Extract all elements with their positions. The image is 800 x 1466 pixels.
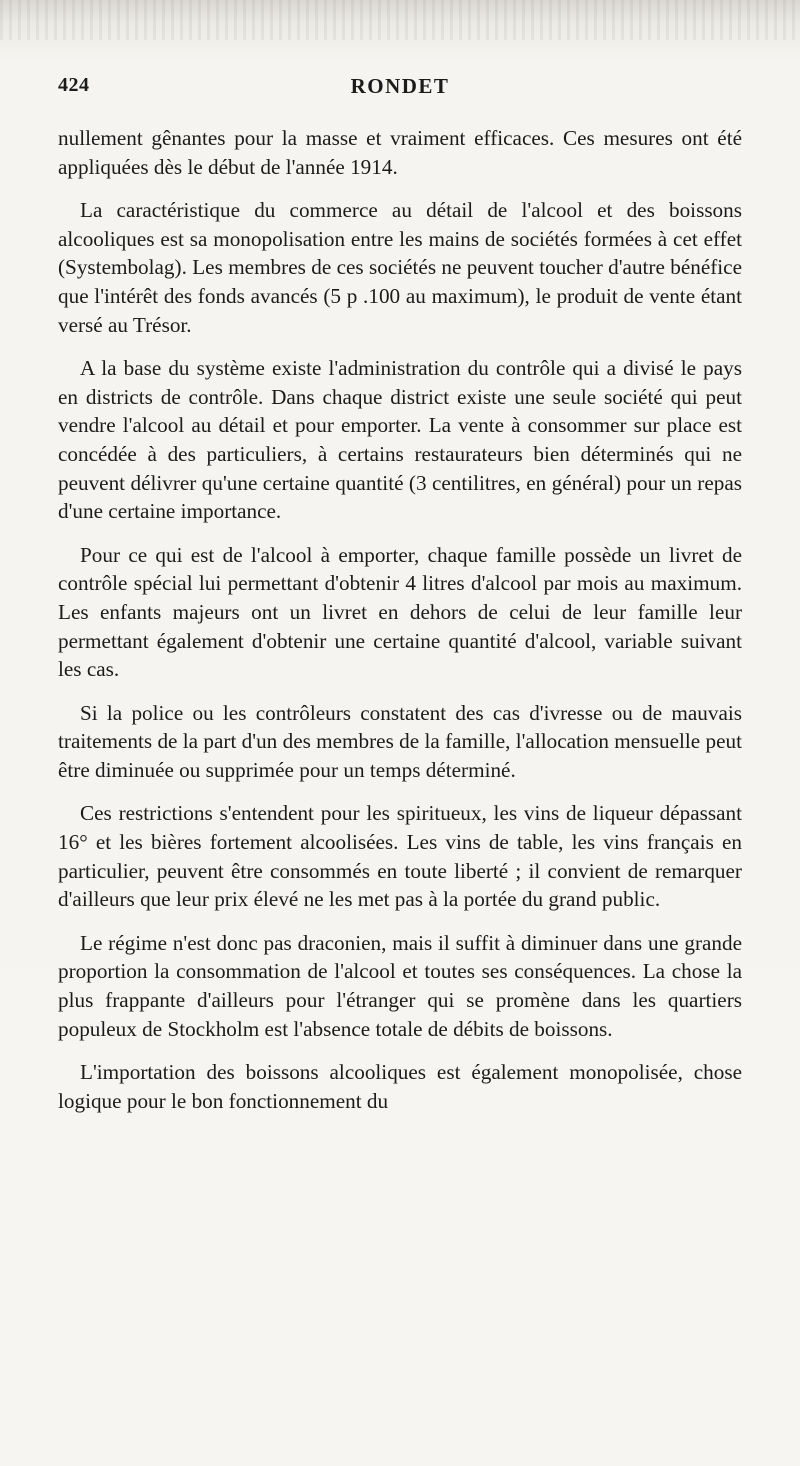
paragraph: L'importation des boissons alcooliques est également monopolisée, chose logique pour le bon fonctionnement du bbox=[58, 1060, 742, 1113]
paragraph: Pour ce qui est de l'alcool à emporter, chaque famille possède un livret de contrôle spécial lui permettant d'obtenir 4 litres d'alcool par mois au maximum. Les enfants majeurs ont un livret en dehors de celui de leur famille leur permettant également d'obtenir une certaine quantité d'alcool, variable suivant les cas. bbox=[58, 542, 742, 682]
body-text bbox=[58, 124, 742, 1130]
paragraph: Le régime n'est donc pas draconien, mais il suffit à diminuer dans une grande proportion la consommation de l'alcool et toutes ses conséquences. La chose la plus frappante d'ailleurs pour l'étranger qui se promène dans les quartiers populeux de Stockholm est l'absence totale de débits de boissons. bbox=[58, 930, 742, 1041]
paragraph: Si la police ou les contrôleurs constatent des cas d'ivresse ou de mauvais traitements de la part d'un des membres de la famille, l'allocation mensuelle peut être diminuée ou supprimée pour un temps déterminé. bbox=[58, 700, 742, 782]
paragraph: La caractéristique du commerce au détail de l'alcool et des boissons alcooliques est sa monopolisation entre les mains de sociétés formées à cet effet (Systembolag). Les membres de ces sociétés ne peuvent toucher d'autre bénéfice que l'intérêt des fonds avancés (5 p .100 au maximum), le produit de vente étant versé au Trésor. bbox=[58, 198, 742, 337]
scan-edge-noise bbox=[0, 0, 800, 40]
paragraph: A la base du système existe l'administration du contrôle qui a divisé le pays en districts de contrôle. Dans chaque district existe une seule société qui peut vendre l'alcool au détail et pour emporter. La vente à consommer sur place est concédée à des particuliers, à certains restaurateurs bien déterminés qui ne peuvent délivrer qu'une certaine quantité (3 centilitres, en général) pour un repas d'une certaine importance. bbox=[58, 356, 742, 524]
paragraph: nullement gênantes pour la masse et vraiment efficaces. Ces mesures ont été appliquées dès le début de l'année 1914. bbox=[58, 126, 742, 179]
paragraph: Ces restrictions s'entendent pour les spiritueux, les vins de liqueur dépassant 16° et les bières fortement alcoolisées. Les vins de table, les vins français en particulier, peuvent être consommés en toute liberté ; il convient de remarquer d'ailleurs que leur prix élevé ne les met pas à la portée du grand public. bbox=[58, 801, 742, 912]
running-head: RONDET bbox=[350, 74, 450, 98]
page-header bbox=[58, 74, 742, 108]
page-number: 424 bbox=[58, 74, 90, 96]
